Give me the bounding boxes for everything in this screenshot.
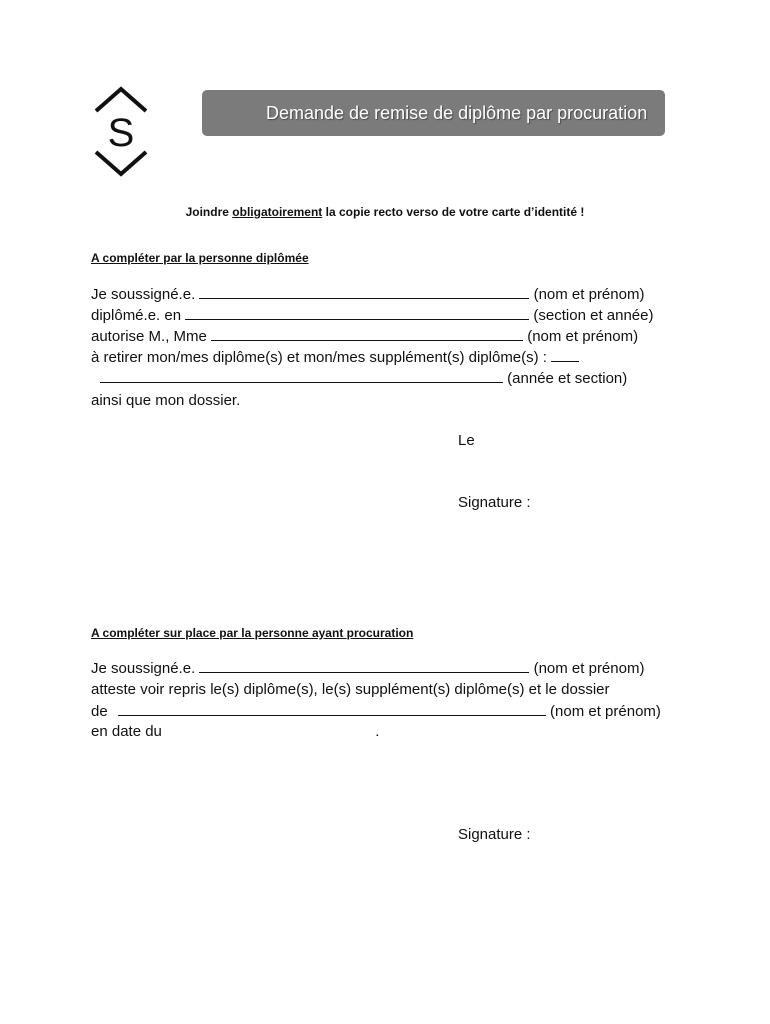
section1-heading: A compléter par la personne diplômée — [91, 251, 309, 265]
section2-heading: A compléter sur place par la personne ayant procuration — [91, 626, 414, 640]
notice-prefix: Joindre — [185, 205, 229, 219]
svg-text:S: S — [107, 111, 135, 155]
page-title: Demande de remise de diplôme par procuration — [266, 103, 648, 123]
s1-section-line — [91, 306, 653, 326]
s1-retrieve-text: à retirer mon/mes diplôme(s) et mon/mes supplément(s) diplôme(s) : — [91, 349, 547, 366]
s1-authorize-suffix: (nom et prénom) — [527, 328, 639, 345]
notice-text — [0, 205, 770, 219]
s1-year-line — [100, 369, 627, 389]
s1-authorize-label: autorise M., Mme — [91, 328, 207, 345]
s1-section-label: diplômé.e. en — [91, 307, 182, 324]
s1-name-suffix: (nom et prénom) — [533, 286, 645, 303]
s1-authorize-line — [91, 327, 638, 347]
s2-name-field[interactable] — [199, 659, 529, 673]
s1-year-suffix: (année et section) — [507, 370, 628, 387]
s1-dossier-line: ainsi que mon dossier. — [91, 392, 241, 409]
s1-date-label: Le — [458, 432, 475, 449]
s-chevron-logo-icon — [92, 86, 150, 178]
s1-name-line — [91, 285, 644, 305]
s2-date-label: en date du — [91, 723, 162, 740]
s1-year-field[interactable] — [100, 369, 503, 383]
s2-of-suffix: (nom et prénom) — [550, 703, 661, 720]
s1-authorize-field[interactable] — [211, 327, 523, 341]
s1-name-field[interactable] — [199, 285, 529, 299]
s1-retrieve-field[interactable] — [551, 348, 579, 362]
title-banner — [202, 90, 665, 136]
s2-date-line — [91, 722, 379, 742]
s2-of-label: de — [91, 703, 108, 720]
s1-signature-label: Signature : — [458, 494, 531, 511]
s1-section-suffix: (section et année) — [533, 307, 654, 324]
notice-emphasis: obligatoirement — [232, 205, 323, 219]
s1-name-label: Je soussigné.e. — [91, 286, 196, 303]
s1-section-field[interactable] — [185, 306, 529, 320]
notice-suffix: la copie recto verso de votre carte d’identité ! — [325, 205, 585, 219]
s2-of-line — [91, 702, 661, 722]
s2-name-line — [91, 659, 644, 679]
s2-signature-label: Signature : — [458, 826, 531, 843]
s2-date-end: . — [375, 723, 380, 740]
s1-retrieve-line — [91, 348, 579, 368]
s2-of-field[interactable] — [118, 702, 546, 716]
s2-name-suffix: (nom et prénom) — [533, 660, 645, 677]
s2-attest-line: atteste voir repris le(s) diplôme(s), le(s) supplément(s) diplôme(s) et le dossier — [91, 681, 610, 698]
s2-name-label: Je soussigné.e. — [91, 660, 196, 677]
